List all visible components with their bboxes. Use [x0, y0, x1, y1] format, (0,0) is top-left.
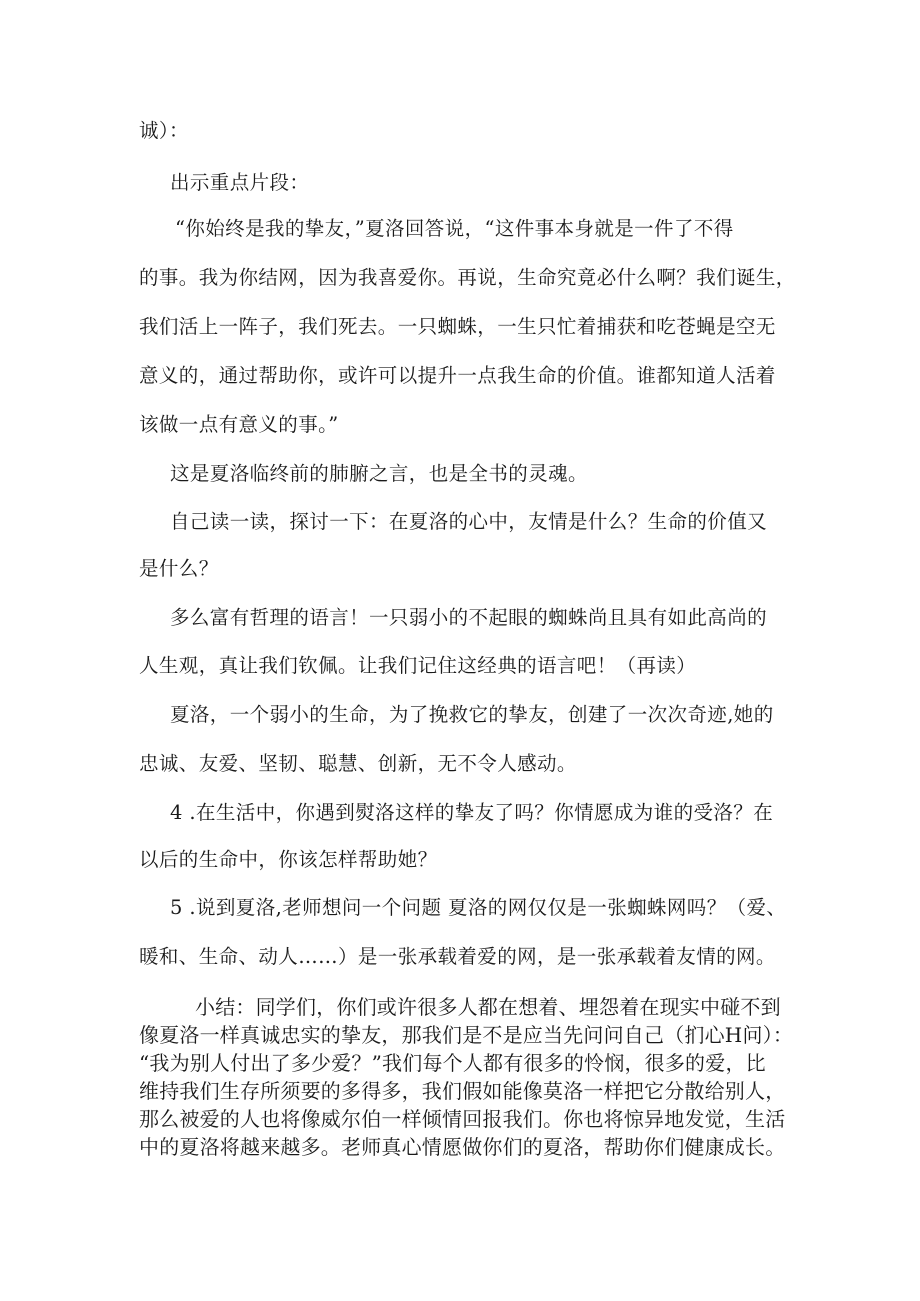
text-line: 是什么？ — [139, 557, 219, 580]
text-line: 4 .在生活中，你遇到熨洛这样的挚友了吗？你情愿成为谁的受洛？在 — [170, 801, 774, 824]
text-line: 我们活上一阵子，我们死去。一只蜘蛛，一生只忙着捕获和吃苍蝇是空无 — [139, 315, 776, 338]
text-line: 5 .说到夏洛,老师想问一个问题 夏洛的网仅仅是一张蜘蛛网吗？（爱、 — [170, 896, 787, 919]
text-line: 出示重点片段： — [170, 171, 310, 194]
text-line: 自己读一读，探讨一下：在夏洛的心中，友情是什么？生命的价值又 — [170, 510, 768, 533]
summary-line: 中的夏洛将越来越多。老师真心情愿做你们的夏洛，帮助你们健康成长。 — [139, 1135, 786, 1159]
summary-line: 像夏洛一样真诚忠实的挚友，那我们是不是应当先问问自己（扪心H问）： — [139, 1023, 794, 1047]
text-line: 诚）： — [139, 119, 189, 142]
text-line: 的事。我为你结网，因为我喜爱你。再说，生命究竟必什么啊？我们诞生， — [139, 266, 796, 289]
text-line: 多么富有哲理的语言！一只弱小的不起眼的蜘蛛尚且具有如此高尚的 — [170, 606, 768, 629]
text-line: 以后的生命中，你该怎样帮助她？ — [139, 848, 438, 871]
summary-line: “我为别人付出了多少爱？”我们每个人都有很多的怜悯，很多的爱，比 — [139, 1051, 766, 1075]
summary-line: 小结：同学们，你们或许很多人都在想着、埋怨着在现实中碰不到 — [195, 995, 781, 1019]
text-line: 暖和、生命、动人……）是一张承载着爱的网，是一张承载着友情的网。 — [139, 945, 776, 968]
text-line: “你始终是我的挚友，”夏洛回答说，“这件事本身就是一件了不得 — [175, 217, 734, 240]
text-line: 这是夏洛临终前的肺腑之言，也是全书的灵魂。 — [170, 462, 588, 485]
text-line: 忠诚、友爱、坚韧、聪慧、创新，无不令人感动。 — [139, 752, 577, 775]
summary-line: 维持我们生存所须要的多得多，我们假如能像莫洛一样把它分散给别人， — [139, 1079, 786, 1103]
text-line: 夏洛，一个弱小的生命，为了挽救它的挚友，创建了一次次奇迹,她的 — [170, 703, 774, 726]
summary-line: 那么被爱的人也将像威尔伯一样倾情回报我们。你也将惊异地发觉，生活 — [139, 1107, 786, 1131]
text-line: 该做一点有意义的事。” — [139, 413, 339, 436]
text-line: 人生观，真让我们钦佩。让我们记住这经典的语言吧！（再读） — [139, 654, 697, 677]
text-line: 意义的，通过帮助你，或许可以提升一点我生命的价值。谁都知道人活着 — [139, 364, 776, 387]
